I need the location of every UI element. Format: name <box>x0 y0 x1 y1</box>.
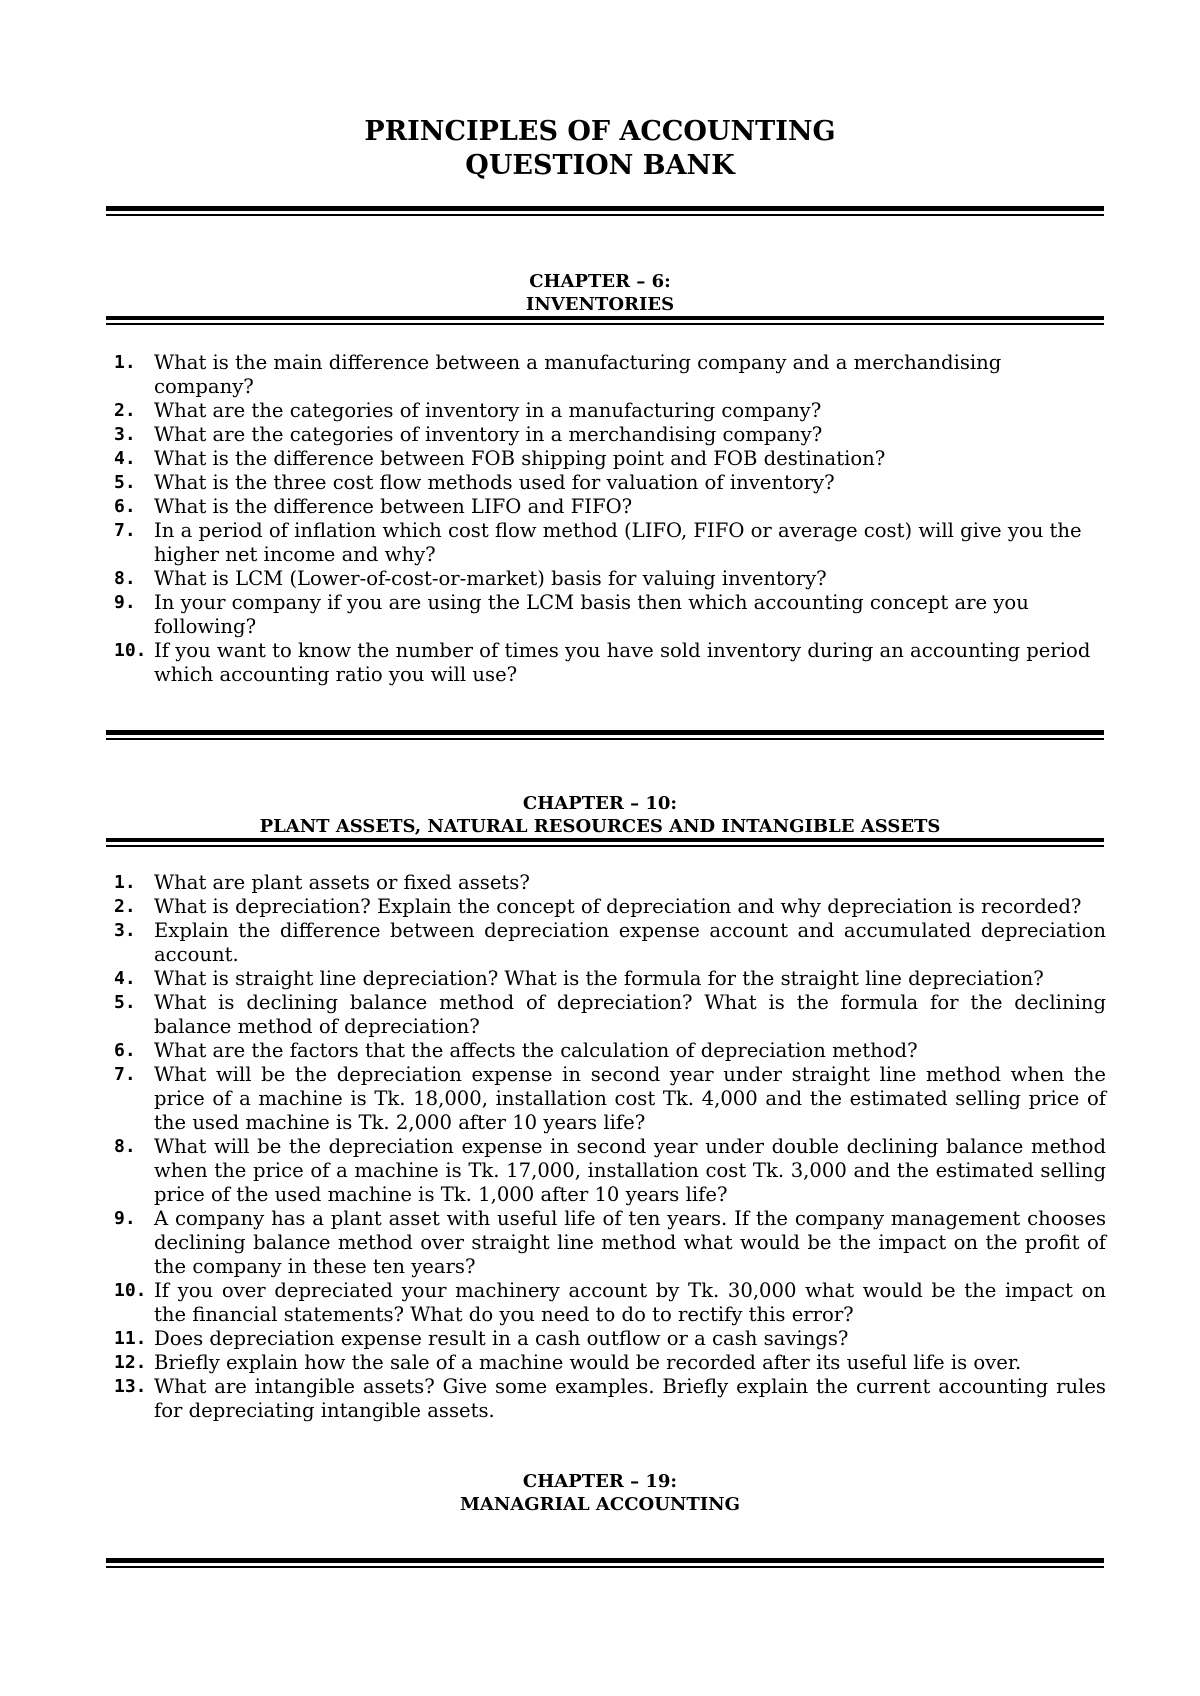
chapter-6-question-list <box>106 351 1106 687</box>
list-item: 11. Does depreciation expense result in a cash outflow or a cash savings? <box>114 1327 849 1350</box>
double-rule <box>106 1558 1104 1568</box>
chapter-19-heading <box>0 1470 1200 1516</box>
double-rule <box>106 316 1104 325</box>
list-item: 7. What will be the depreciation expense in second year under straight line method when the price of a machine is Tk. 18,000, installation cost Tk. 4,000 and the estimated selling price of the used machine is Tk. 2,000 after 10 years life? <box>114 1063 1106 1134</box>
list-item: 6. What is the difference between LIFO and FIFO? <box>114 495 633 518</box>
list-item: 6. What are the factors that the affects the calculation of depreciation method? <box>114 1039 918 1062</box>
list-item: 9. In your company if you are using the LCM basis then which accounting concept are you following? <box>114 591 1029 638</box>
list-item: 9. A company has a plant asset with useful life of ten years. If the company management chooses declining balance method over straight line method what would be the impact on the profit of the company in these ten years? <box>114 1207 1106 1278</box>
list-item: 1. What is the main difference between a manufacturing company and a merchandising company? <box>114 351 1002 398</box>
double-rule <box>106 730 1104 740</box>
chapter-10-heading <box>0 792 1200 838</box>
list-item: 3. What are the categories of inventory in a merchandising company? <box>114 423 823 446</box>
list-item: 10. If you want to know the number of times you have sold inventory during an accounting period which accounting ratio you will use? <box>114 639 1091 686</box>
chapter-title: PLANT ASSETS, NATURAL RESOURCES AND INTANGIBLE ASSETS <box>259 816 941 837</box>
chapter-title: MANAGRIAL ACCOUNTING <box>459 1494 741 1515</box>
double-rule <box>106 838 1104 847</box>
list-item: 5. What is declining balance method of depreciation? What is the formula for the declining balance method of depreciation? <box>114 991 1106 1038</box>
list-item: 1. What are plant assets or fixed assets? <box>114 871 530 894</box>
list-item: 10. If you over depreciated your machinery account by Tk. 30,000 what would be the impact on the financial statements? What do you need to do to rectify this error? <box>114 1279 1106 1326</box>
list-item: 2. What is depreciation? Explain the concept of depreciation and why depreciation is recorded? <box>114 895 1082 918</box>
chapter-6-heading <box>0 270 1200 316</box>
list-item: 12. Briefly explain how the sale of a machine would be recorded after its useful life is over. <box>114 1351 1022 1374</box>
title-line-1: PRINCIPLES OF ACCOUNTING <box>364 116 836 147</box>
list-item: 13. What are intangible assets? Give some examples. Briefly explain the current accounting rules for depreciating intangible assets. <box>114 1375 1106 1422</box>
list-item: 8. What is LCM (Lower-of-cost-or-market) basis for valuing inventory? <box>114 567 827 590</box>
chapter-number: CHAPTER – 6: <box>529 271 671 292</box>
chapter-number: CHAPTER – 19: <box>522 1471 678 1492</box>
chapter-10-question-list <box>106 871 1106 1423</box>
list-item: 3. Explain the difference between depreciation expense account and accumulated depreciation account. <box>114 919 1106 966</box>
list-item: 4. What is straight line depreciation? What is the formula for the straight line depreciation? <box>114 967 1044 990</box>
chapter-title: INVENTORIES <box>525 294 675 315</box>
document-title <box>0 115 1200 183</box>
list-item: 7. In a period of inflation which cost flow method (LIFO, FIFO or average cost) will give you the higher net income and why? <box>114 519 1082 566</box>
double-rule <box>106 206 1104 216</box>
chapter-number: CHAPTER – 10: <box>522 793 678 814</box>
list-item: 5. What is the three cost flow methods used for valuation of inventory? <box>114 471 835 494</box>
list-item: 8. What will be the depreciation expense in second year under double declining balance method when the price of a machine is Tk. 17,000, installation cost Tk. 3,000 and the estimated selling price of the used machine is Tk. 1,000 after 10 years life? <box>114 1135 1106 1206</box>
title-line-2: QUESTION BANK <box>465 150 735 181</box>
list-item: 2. What are the categories of inventory in a manufacturing company? <box>114 399 822 422</box>
list-item: 4. What is the difference between FOB shipping point and FOB destination? <box>114 447 886 470</box>
